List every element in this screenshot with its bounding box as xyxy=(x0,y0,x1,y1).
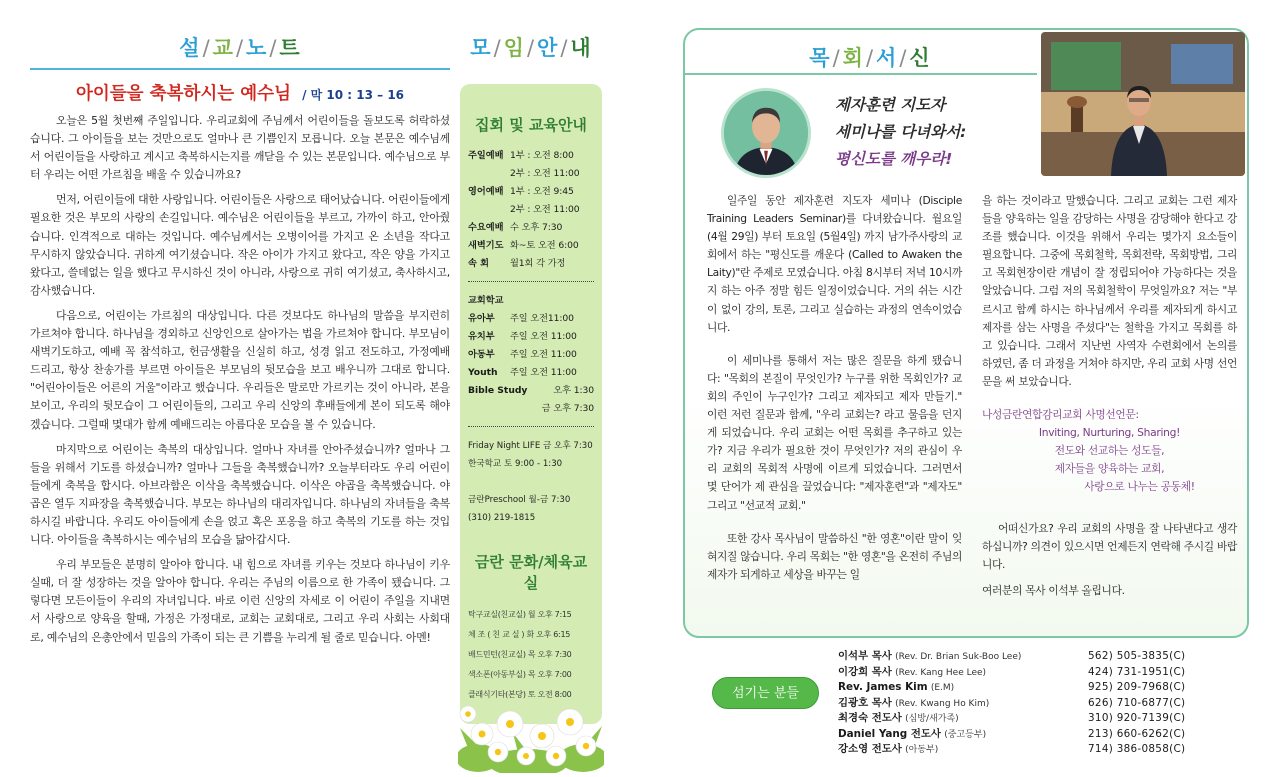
school-row: 금 오후 7:30 xyxy=(541,403,594,414)
service-row: 수요예배 수 오후 7:30 xyxy=(468,222,563,233)
church-school-heading: 교회학교 xyxy=(468,295,504,306)
header-char: 내 xyxy=(570,36,592,60)
class-row: 클래식기타(본당) 토 오전 8:00 xyxy=(468,690,572,699)
sermon-title: 아이들을 축복하시는 예수님 xyxy=(75,84,291,104)
letter-paragraph: 또한 강사 목사님이 말씀하신 "한 영혼"이란 말이 잊혀지질 않습니다. 우리 목회는 "한 영혼"을 온전히 주님의 제자가 되게하고 세상을 바꾸는 일 xyxy=(707,531,962,581)
mission-title: 나성금란연합감리교회 사명선언문: xyxy=(982,408,1139,422)
staff-row: 이강희 목사 (Rev. Kang Hee Lee) 424) 731-1951(C) xyxy=(838,665,1186,678)
school-row: Bible Study 오후 1:30 xyxy=(468,385,594,396)
letter-paragraph: 이 세미나를 통해서 저는 많은 질문을 하게 됐습니다: "목회의 본질이 무엇인가? 누구를 위한 목회인가? 교회의 주인이 누구인가? 그리고 제자되고 제자 만들기." 이런 저런 질문과 함께, "우리 교회는? 라고 물음을 던지게 되었습니다. 우리 교회는 어떤 목회를 추구하고 있는가? 지금 우리가 필요한 것이 무엇인가? 저의 관심이 우리 교회의 목회적 사명에 이르게 되었습니다. 그러면서 몇 단어가 제 관심을 끌었습니다: "제자훈련"과 "제자도" 그리고 "선교적 교회." xyxy=(707,353,962,512)
sermon-body xyxy=(30,112,450,647)
staff-row: 김광호 목사 (Rev. Kwang Ho Kim) 626) 710-6877(C) xyxy=(838,696,1186,709)
school-row: 아동부 주일 오전 11:00 xyxy=(468,349,577,360)
mission-line: 사랑으로 나누는 공동체! xyxy=(1084,480,1195,494)
school-row: 유아부 주일 오전11:00 xyxy=(468,313,574,324)
letter-body xyxy=(707,192,1237,615)
pastor-letter-section xyxy=(683,28,1249,638)
letter-paragraph: 을 하는 것이라고 말했습니다. 그리고 교회는 그런 제자들을 양육하는 일을 감당하는 사명을 감당해야 한다고 강조를 했습니다. 이것을 위해서 우리는 몇가지 요소들이 필요합니다. 그중에 목회철학, 목회전략, 목회방법, 그리고 목회현장이란 개념이 잘 정립되어야 가능하다는 것을 알았습니다. 그럼 저의 목회철학이 무엇일까요? 저는 "부르시고 함께 하시는 하나님께서 우리를 제자되게 하시고 제자를 삼는 사명을 주셨다"는 철학을 가지고 목회를 하고 있습니다. 그래서 지난번 사역자 수련회에서 논의를 하였던, 좀 더 과정을 거쳐야 하지만, 우리 교회 사명 선언문을 써 보았습니다. xyxy=(982,194,1237,388)
letter-signature: 여러분의 목사 이석부 올립니다. xyxy=(982,584,1125,598)
misc-line: 금란Preschool 월-금 7:30 xyxy=(468,495,571,505)
staff-row: 강소영 전도사 (아동부) 714) 386-0858(C) xyxy=(838,743,1186,755)
misc-line: Friday Night LIFE 금 오후 7:30 xyxy=(468,441,593,451)
mission-line: 제자들을 양육하는 교회, xyxy=(1054,462,1165,476)
topic-line: 제자훈련 지도자 xyxy=(835,96,946,114)
header-divider xyxy=(30,68,450,70)
class-row: 배드민턴(친교실) 목 오후 7:30 xyxy=(468,650,572,659)
sermon-notes-header: 설/교/노/트 xyxy=(30,28,450,68)
letter-topic xyxy=(835,92,966,173)
sermon-paragraph: 마지막으로 어린이는 축복의 대상입니다. 얼마나 자녀를 안아주셨습니까? 얼마나 그들을 위해서 기도를 하셨습니까? 얼마나 그들을 축복했습니까? 오늘부터라도 우리 어린이들에게 축복을 합시다. 아브라함은 이삭을 축복했습니다. 이삭은 야곱을 축복했습니다. 야곱은 열두 지파장을 축복했습니다. 부모는 하나님의 대리자입니다. 하나님의 자녀들을 축복하시길 바랍니다. 우리도 아이들에게 손을 얹고 혹은 포옹을 하고 축복의 기도를 하는 것입니다. 아이들을 축복하시는 예수님의 모습을 닮아갑시다. xyxy=(30,442,450,547)
sermon-paragraph: 오늘은 5월 첫번째 주일입니다. 우리교회에 주님께서 어린이들을 돌보도록 허락하셨습니다. 그 아이들을 보는 것만으로도 얼마나 큰 기쁨인지 모릅니다. 오늘 본문은 예수님께서 어린이들을 사랑하고 계시고 축복하시는지를 깨닫을 수 있는 본문입니다. 예수님으로 부터 우리는 어떤 가르침을 배울 수 있습니까요? xyxy=(30,114,450,182)
school-row: Youth 주일 오전 11:00 xyxy=(468,367,577,378)
schedule-title: 집회 및 교육안내 xyxy=(475,116,587,134)
daisy-flowers-icon xyxy=(458,678,604,773)
schedule-panel xyxy=(460,84,602,724)
topic-line: 세미나를 다녀와서: xyxy=(835,123,967,141)
staff-row: 이석부 목사 (Rev. Dr. Brian Suk-Boo Lee) 562) 505-3835(C) xyxy=(838,650,1186,662)
pastor-portrait-image xyxy=(721,88,811,178)
pastor-letter-header: 목/회/서/신 xyxy=(705,38,1035,78)
service-row: 2부 : 오전 11:00 xyxy=(510,168,580,179)
header-char: 노 xyxy=(246,36,268,60)
class-row: 탁구교실(친교실) 월 오후 7:15 xyxy=(468,610,572,619)
dotted-divider xyxy=(468,426,594,427)
header-char: 트 xyxy=(279,36,301,60)
staff-section-button: 섬기는 분들 xyxy=(712,677,819,709)
class-row: 색소폰(아동부실) 목 오후 7:00 xyxy=(468,670,572,679)
header-char: 임 xyxy=(503,36,525,60)
gathering-guide-header: 모/임/안/내 xyxy=(458,28,604,68)
staff-row: 최경숙 전도사 (심방/새가족) 310) 920-7139(C) xyxy=(838,712,1186,724)
service-row: 속 회 월1회 각 가정 xyxy=(468,258,566,269)
dotted-divider xyxy=(468,281,594,282)
sermon-paragraph: 먼저, 어린이들에 대한 사랑입니다. 어린이들은 사랑으로 태어났습니다. 어린이들에게 필요한 것은 부모의 사랑의 손길입니다. 예수님은 어린이들을 부르고, 가까이 하고, 안아줬습니다. 인격적으로 대하는 것입니다. 예수님께서는 오병이어를 가지고 온 소년을 작다고 무시하지 않았습니다. 귀하게 여기셨습니다. 작은 아이가 가지고 왔다고, 작은 양을 가지고 왔다고, 쓸데없는 일을 했다고 무시하신 것이 아니라, 사랑으로 귀히 여기셨고, 축사하시고, 감사했습니다. xyxy=(30,193,450,297)
misc-line: 한국학교 토 9:00 - 1:30 xyxy=(468,459,563,469)
header-char: 교 xyxy=(212,36,234,60)
staff-list xyxy=(838,649,1248,758)
service-row: 새벽기도 화~토 오전 6:00 xyxy=(468,240,579,251)
header-char: 회 xyxy=(842,46,864,70)
header-char: 안 xyxy=(537,36,559,60)
letter-column-right xyxy=(982,192,1237,615)
header-char: 설 xyxy=(179,36,201,60)
staff-row: Daniel Yang 전도사 (중고등부) 213) 660-6262(C) xyxy=(838,727,1186,740)
class-row: 체 조 ( 친 교 실 ) 화 오후 6:15 xyxy=(468,630,571,639)
mission-line: Inviting, Nurturing, Sharing! xyxy=(1038,426,1181,440)
sermon-paragraph: 다음으로, 어린이는 가르침의 대상입니다. 다른 것보다도 하나님의 말씀을 부지런히 가르쳐야 합니다. 하나님을 경외하고 신앙인으로 살아가는 법을 가르쳐야 합니다. 부모님이 새벽기도하고, 예배 꼭 참석하고, 헌금생활을 신실히 하고, 성경 읽고 전도하고, 가정예배 드리고, 항상 찬송가를 부르면 아이들은 부모님의 뒷모습을 보고 배우니까 그대로 합니다. "어린아이들은 어른의 거울"이라고 했습니다. 우리들은 말로만 가르키는 것이 아니라, 본을 보이고, 우리의 뒷모습이 그 어린이들의, 그리고 우리 신앙의 후배들에게 본이 되도록 해야겠습니다. 그럴때 몇대가 함께 예배드리는 아름다운 모습을 볼 수 있습니다. xyxy=(30,308,450,431)
culture-class-title: 금란 문화/체육교실 xyxy=(474,553,588,592)
letter-column-left xyxy=(707,192,962,615)
sermon-paragraph: 우리 부모들은 분명히 알아야 합니다. 내 힘으로 자녀를 키우는 것보다 하나님이 키우실때, 더 잘 성장하는 것을 알아야 합니다. 우리는 주님의 이름으로 한 가족이 됐습니다. 그렇다면 모든이들이 우리의 자녀입니다. 바로 이런 신앙의 자세로 이 어린이 주일을 지내면서 사랑으로 양육을 할때, 가정은 가정대로, 교회는 교회대로, 그리고 우리 사회는 사회대로, 예수님의 은총안에서 믿음의 가족이 되는 큰 기쁨을 누리게 될 줄로 믿습니다. 아멘! xyxy=(30,558,450,644)
sermon-title-row xyxy=(30,80,450,106)
topic-line: 평신도를 깨우라! xyxy=(835,150,953,168)
school-row: 유치부 주일 오전 11:00 xyxy=(468,331,577,342)
service-row: 2부 : 오전 11:00 xyxy=(510,204,580,215)
misc-line xyxy=(468,473,594,491)
header-char: 모 xyxy=(470,36,492,60)
header-char: 신 xyxy=(909,46,931,70)
staff-row: Rev. James Kim (E.M) 925) 209-7968(C) xyxy=(838,681,1186,693)
misc-line: (310) 219-1815 xyxy=(468,513,536,523)
seminar-photo-image xyxy=(1041,32,1245,176)
mission-line: 전도와 선교하는 성도들, xyxy=(1054,444,1165,458)
letter-paragraph: 일주일 동안 제자훈련 지도자 세미나 (Disciple Training Leaders Seminar)를 다녀왔습니다. 월요일 (4월 29일) 부터 토요일 (5월4일) 까지 남가주사랑의 교회에서 하는 "평신도를 깨운다 (Called to Awaken the Laity)"란 주제로 모였습니다. 아침 8시부터 저녁 10시까지 하는 아주 정말 힘든 일정이었습니다. 거의 쉬는 시간이 없이 강의, 토론, 그리고 실습하는 과정의 연속이었습니다. xyxy=(707,194,962,334)
service-row: 영어예배 1부 : 오전 9:45 xyxy=(468,186,574,197)
header-char: 서 xyxy=(876,46,898,70)
header-divider xyxy=(685,73,1037,75)
letter-paragraph: 어떠신가요? 우리 교회의 사명을 잘 나타낸다고 생각하십니까? 의견이 있으시면 언제든지 연락해 주시길 바랍니다. xyxy=(982,522,1237,572)
scripture-reference: / 막 10 : 13 – 16 xyxy=(302,88,405,102)
service-row: 주일예배 1부 : 오전 8:00 xyxy=(468,150,574,161)
sermon-notes-section xyxy=(30,28,450,773)
header-char: 목 xyxy=(809,46,831,70)
mission-statement xyxy=(982,406,1237,496)
gathering-guide-section xyxy=(458,28,604,773)
